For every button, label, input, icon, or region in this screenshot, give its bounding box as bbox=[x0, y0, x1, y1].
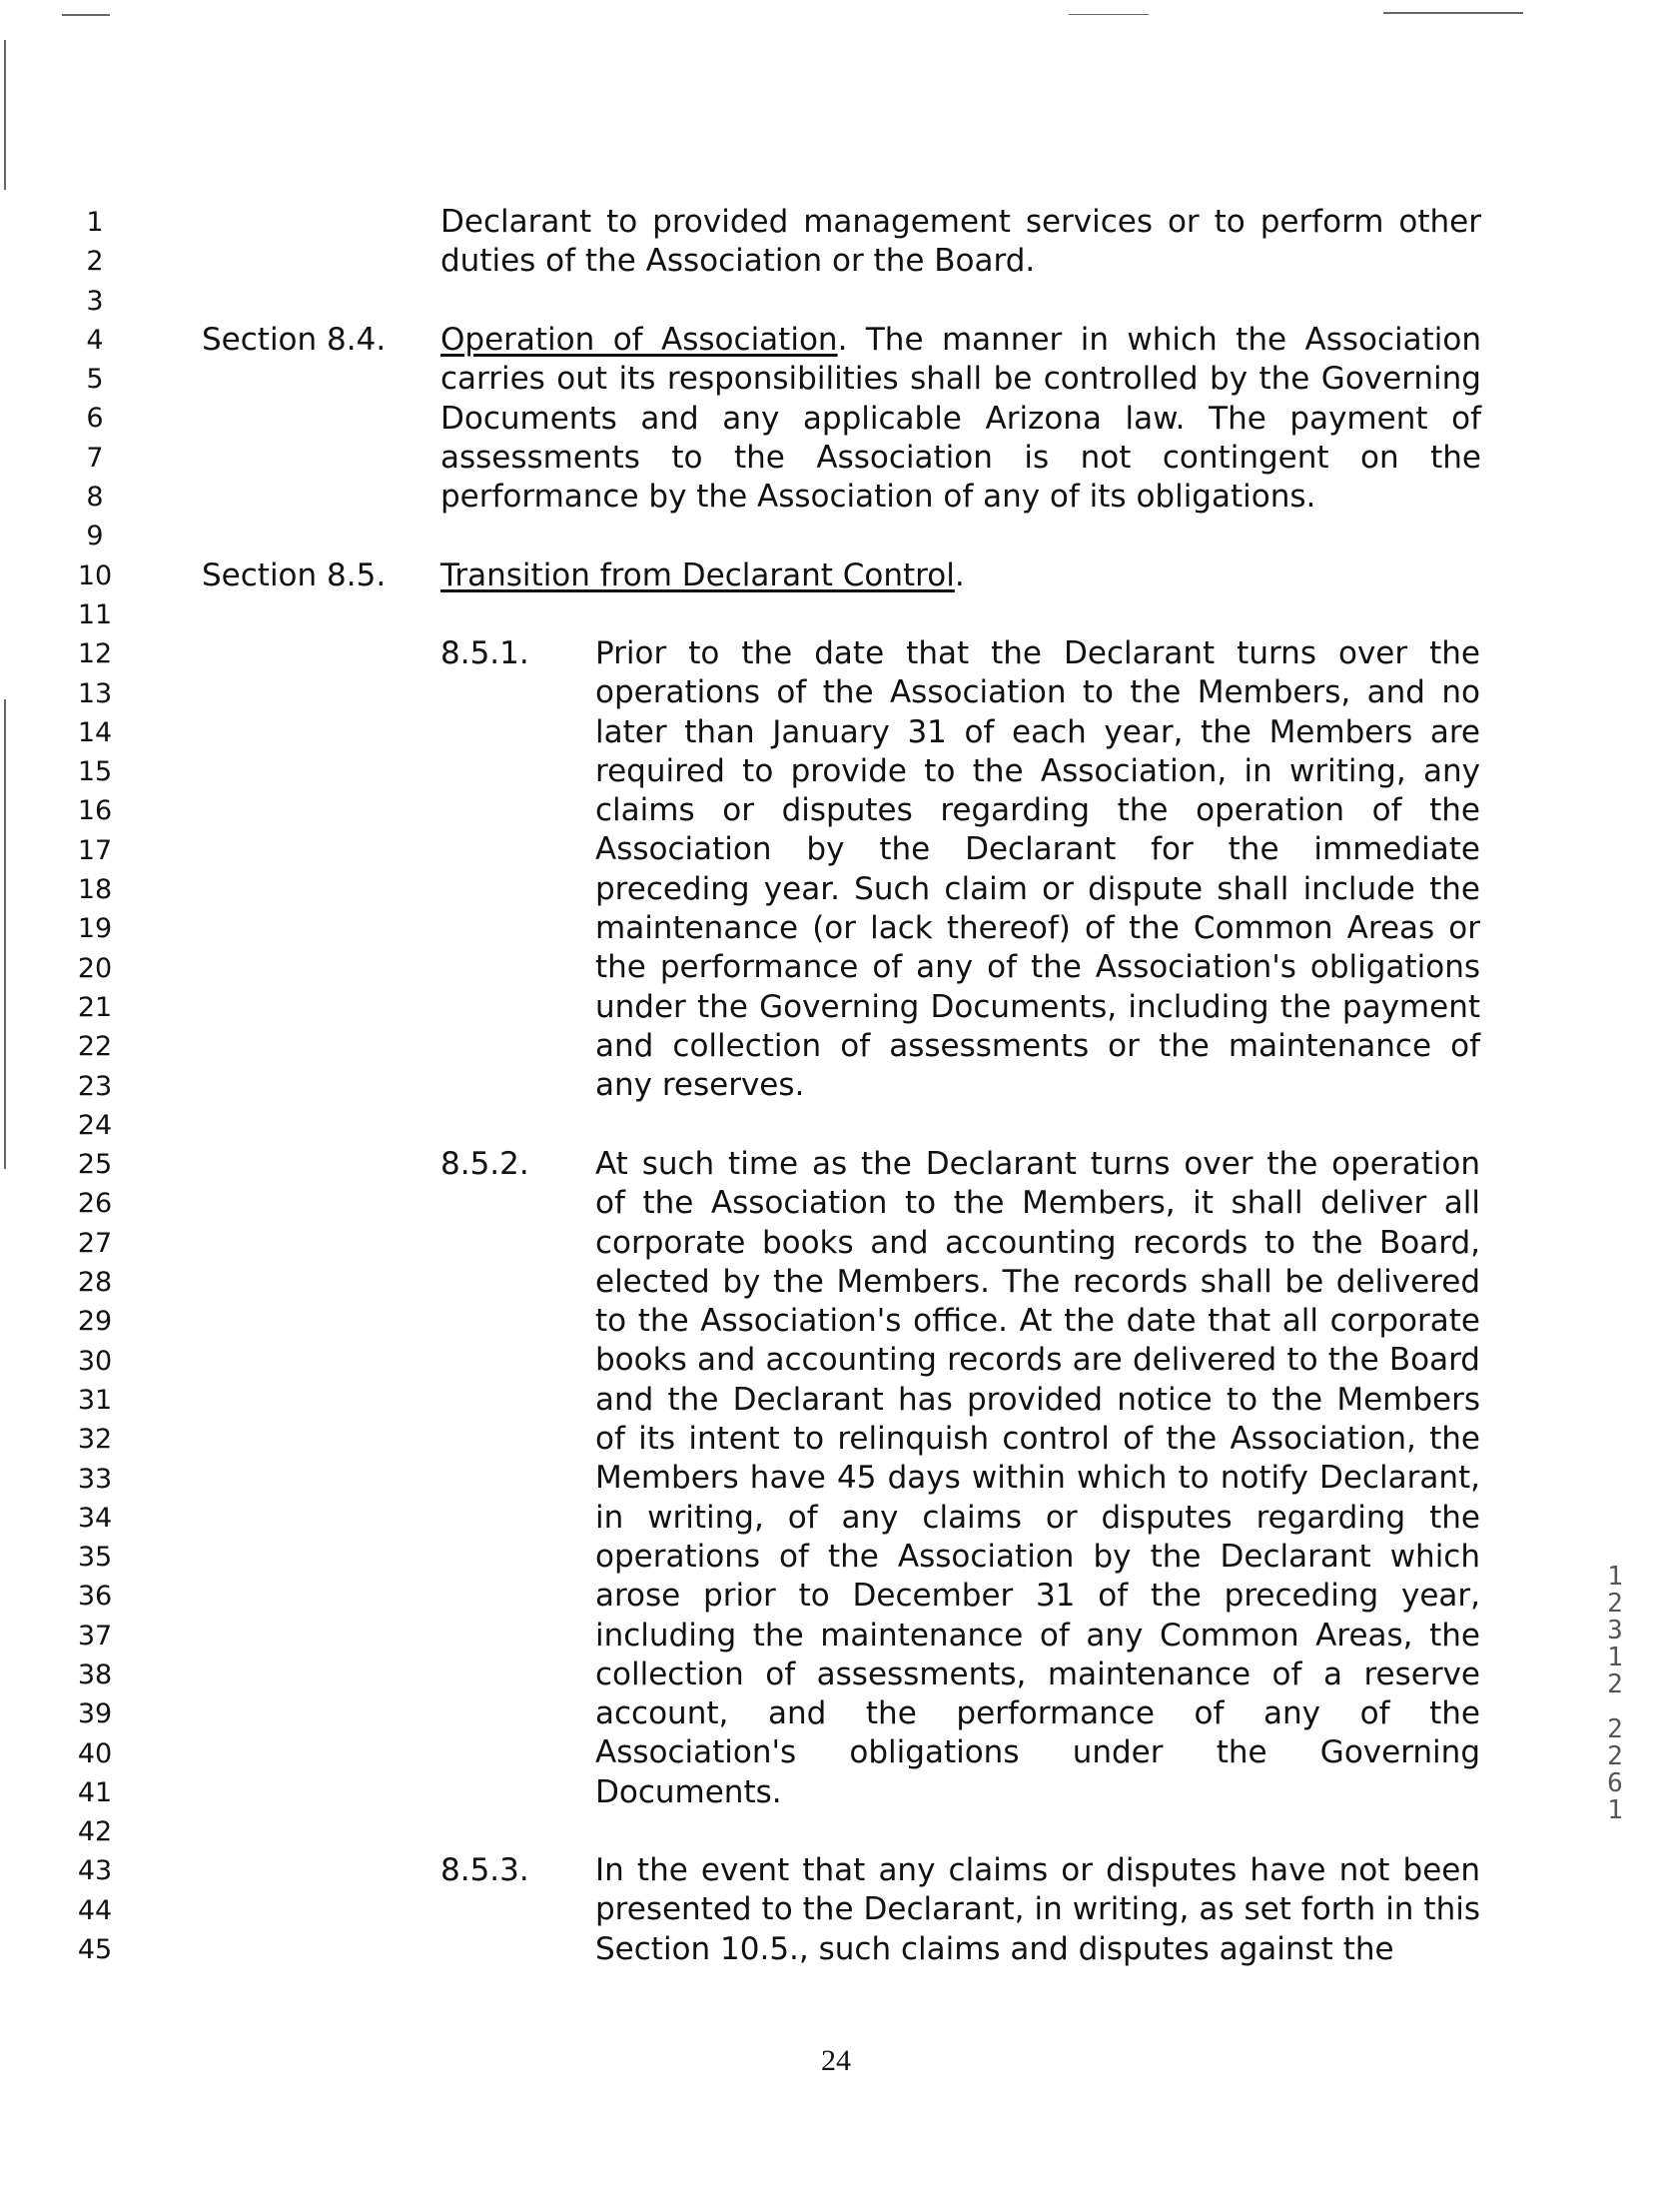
line-number: 20 bbox=[77, 952, 113, 984]
line-number: 41 bbox=[77, 1776, 113, 1808]
section-8-5-title: Transition from Declarant Control bbox=[440, 557, 955, 593]
section-8-5-title-end: . bbox=[954, 557, 965, 593]
line-number: 27 bbox=[77, 1227, 113, 1259]
line-number: 6 bbox=[86, 403, 104, 435]
line-number: 10 bbox=[77, 559, 113, 591]
scan-artifact-top-left bbox=[62, 14, 110, 16]
line-number: 36 bbox=[77, 1581, 113, 1613]
line-number: 18 bbox=[77, 874, 113, 906]
scan-artifact-top-mid bbox=[1069, 14, 1149, 15]
line-number: 14 bbox=[77, 716, 113, 748]
stamp-digit: 2 bbox=[1607, 1669, 1623, 1699]
line-number: 15 bbox=[77, 756, 113, 788]
line-number: 24 bbox=[77, 1109, 113, 1141]
line-number: 22 bbox=[77, 1031, 113, 1063]
line-number: 28 bbox=[77, 1267, 113, 1299]
line-number: 5 bbox=[86, 364, 104, 396]
stamp-digit: 2 bbox=[1607, 1589, 1623, 1619]
section-8-4-body: . The manner in which the Association carries out its responsibilities shall be controlled by the Governing Documents and any applicable Arizona law. The payment of assessments to the Association is not contingent on the performance by the Association of any of its obligations. bbox=[440, 322, 1482, 516]
line-number: 33 bbox=[77, 1463, 113, 1495]
line-number: 19 bbox=[77, 913, 113, 945]
scan-artifact-left-edge bbox=[4, 40, 6, 190]
section-8-5-label: Section 8.5. bbox=[202, 557, 387, 593]
stamp-digit: 3 bbox=[1607, 1616, 1623, 1646]
line-number: 3 bbox=[86, 285, 104, 317]
line-number: 35 bbox=[77, 1542, 113, 1574]
subsection-text: At such time as the Declarant turns over the operation of the Association to the Members, it shall deliver all corporate books and accounting records to the Board, elected by the Members. The records shall be delivered to the Association's office. At the date that all corporate books and accounting records are delivered to the Board and the Declarant has provided notice to the Members of its intent to relinquish control of the Association, the Members have 45 days within which to notify Declarant, in writing, of any claims or disputes regarding the operations of the Association by the Declarant which arose prior to December 31 of the preceding year, including the maintenance of any Common Areas, the collection of assessments, maintenance of a reserve account, and the performance of any of the Association's obligations under the Governing Documents. bbox=[595, 1146, 1480, 1810]
section-8-4-title: Operation of Association bbox=[440, 322, 838, 358]
page-number: 24 bbox=[821, 2044, 851, 2077]
line-number: 38 bbox=[77, 1659, 113, 1690]
continuation-text: Declarant to provided management services or to perform other duties of the Association or the Board. bbox=[440, 204, 1481, 280]
line-number: 43 bbox=[77, 1855, 113, 1887]
scan-artifact-top-right bbox=[1383, 12, 1523, 14]
continuation-paragraph bbox=[440, 203, 1481, 282]
line-number: 16 bbox=[77, 795, 113, 827]
line-number: 44 bbox=[77, 1894, 113, 1926]
subsection-number: 8.5.2. bbox=[440, 1146, 529, 1182]
line-number: 32 bbox=[77, 1424, 113, 1456]
line-number: 23 bbox=[77, 1070, 113, 1102]
stamp-digit: 2 bbox=[1607, 1741, 1623, 1771]
subsection-text: Prior to the date that the Declarant turns over the operations of the Association to the Members, and no later than January 31 of each year, the Members are required to provide to the Association, in writing, any claims or disputes regarding the operation of the Association by the Declarant for the immediate preceding year. Such claim or dispute shall include the maintenance (or lack thereof) of the Common Areas or the performance of any of the Association's obligations under the Governing Documents, including the payment and collection of assessments or the maintenance of any reserves. bbox=[595, 635, 1480, 1104]
line-number: 31 bbox=[77, 1384, 113, 1416]
stamp-digit: 2 bbox=[1607, 1714, 1623, 1744]
line-number: 40 bbox=[77, 1737, 113, 1769]
line-number: 21 bbox=[77, 991, 113, 1023]
line-number: 30 bbox=[77, 1345, 113, 1377]
subsection-number: 8.5.3. bbox=[440, 1852, 529, 1888]
section-8-5-heading bbox=[440, 556, 1481, 595]
line-number: 7 bbox=[86, 442, 104, 474]
stamp-digit: 6 bbox=[1607, 1768, 1623, 1798]
subsection-number: 8.5.1. bbox=[440, 635, 529, 671]
line-number: 17 bbox=[77, 834, 113, 866]
line-number: 26 bbox=[77, 1188, 113, 1220]
stamp-digit: 1 bbox=[1607, 1643, 1623, 1672]
line-number: 1 bbox=[86, 207, 104, 238]
line-number: 39 bbox=[77, 1698, 113, 1730]
recording-number-stamp bbox=[1602, 1564, 1628, 1824]
line-number: 42 bbox=[77, 1816, 113, 1848]
line-number: 45 bbox=[77, 1934, 113, 1966]
stamp-digit: 1 bbox=[1607, 1795, 1623, 1825]
subsection-paragraph bbox=[595, 1851, 1480, 1969]
subsection-text: In the event that any claims or disputes have not been presented to the Declarant, in writing, as set forth in this Section 10.5., such claims and disputes against the bbox=[595, 1852, 1480, 1967]
line-number: 11 bbox=[77, 598, 113, 630]
subsection-paragraph bbox=[595, 634, 1480, 1106]
stamp-digit: 1 bbox=[1607, 1562, 1623, 1592]
line-number: 12 bbox=[77, 638, 113, 670]
line-number: 2 bbox=[86, 246, 104, 278]
section-8-4-label: Section 8.4. bbox=[202, 322, 387, 358]
section-8-4-paragraph bbox=[440, 321, 1481, 517]
line-number: 37 bbox=[77, 1620, 113, 1652]
line-number: 4 bbox=[86, 324, 104, 356]
line-number: 8 bbox=[86, 482, 104, 514]
line-number: 13 bbox=[77, 677, 113, 709]
line-number: 9 bbox=[86, 521, 104, 553]
scan-artifact-left-edge-lower bbox=[4, 699, 6, 1169]
subsection-paragraph bbox=[595, 1145, 1480, 1812]
line-number: 29 bbox=[77, 1306, 113, 1338]
line-number: 34 bbox=[77, 1502, 113, 1534]
line-number-column bbox=[60, 203, 130, 1969]
line-number: 25 bbox=[77, 1149, 113, 1181]
